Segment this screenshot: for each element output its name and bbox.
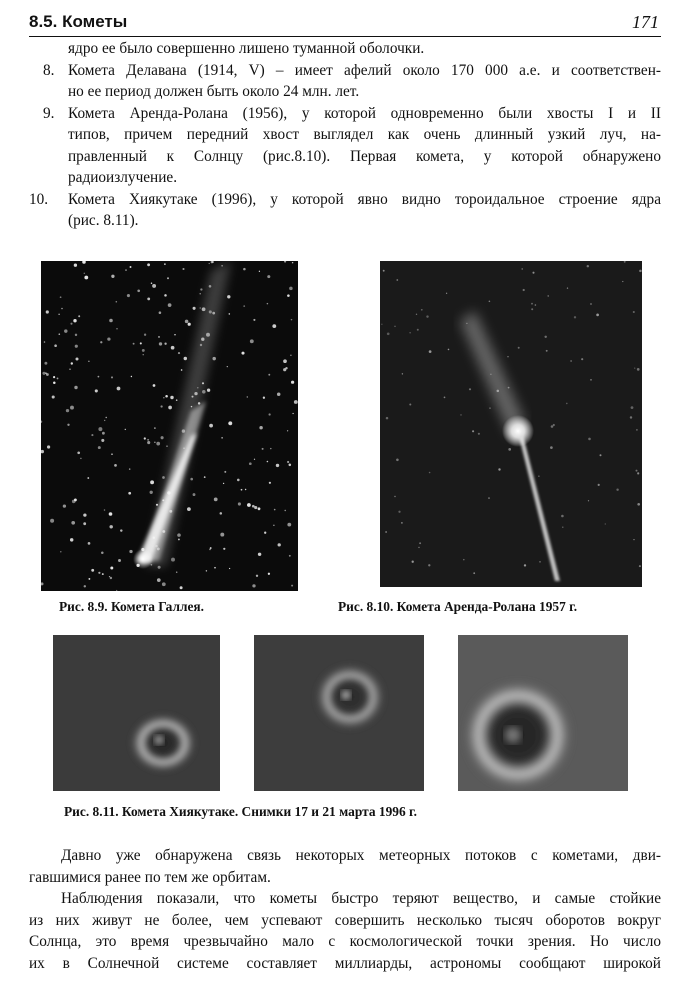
text-line: Солнца, это время чрезвычайно мало с космологической точки зрения. Но число bbox=[29, 933, 661, 950]
text-line: Давно уже обнаружена связь некоторых метеорных потоков с кометами, дви- bbox=[61, 847, 661, 864]
text-line: Комета Делавана (1914, V) – имеет афелий около 170 000 а.е. и соответствен- bbox=[68, 61, 661, 79]
text-line: радиоизлучение. bbox=[68, 169, 178, 186]
text-line: правленный к Солнцу (рис.8.10). Первая комета, у которой обнаружено bbox=[68, 147, 661, 165]
hyakutake-photo-1 bbox=[53, 635, 220, 791]
text-line: Комета Аренда-Ролана (1956), у которой одновременно были хвосты I и II bbox=[68, 104, 661, 122]
list-item-continuation bbox=[29, 38, 661, 60]
text-line: их в Солнечной системе составляет миллиарды, астрономы сообщают широкой bbox=[29, 954, 661, 972]
text-line: гавшимися ранее по тем же орбитам. bbox=[29, 868, 271, 886]
text-line: (рис. 8.11). bbox=[68, 212, 139, 229]
arend-roland-comet-photo bbox=[380, 261, 642, 587]
bottom-text bbox=[29, 845, 661, 974]
figure-caption-8-11: Рис. 8.11. Комета Хиякутаке. Снимки 17 и 21 марта 1996 г. bbox=[64, 804, 417, 819]
figure-caption-8-9: Рис. 8.9. Комета Галлея. bbox=[59, 599, 205, 614]
halley-comet-photo bbox=[41, 261, 298, 591]
hyakutake-photo-3 bbox=[458, 635, 628, 791]
hyakutake-photo-2 bbox=[254, 635, 424, 791]
figure-caption-8-10: Рис. 8.10. Комета Аренда-Ролана 1957 г. bbox=[338, 599, 578, 614]
list-item-10 bbox=[29, 189, 661, 232]
list-number: 8. bbox=[43, 61, 55, 79]
page-header bbox=[29, 12, 661, 37]
text-line: ядро ее было совершенно лишено туманной оболочки. bbox=[68, 40, 425, 57]
top-text bbox=[29, 38, 661, 232]
section-title: 8.5. Кометы bbox=[29, 12, 128, 31]
text-line: из них живут не более, чем успевают совершить несколько тысяч оборотов вокруг bbox=[29, 911, 661, 929]
text-line: типов, причем передний хвост выглядел как очень длинный узкий луч, на- bbox=[68, 126, 661, 143]
text-line: Наблюдения показали, что кометы быстро теряют вещество, и самые стойкие bbox=[61, 890, 661, 907]
list-number: 10. bbox=[29, 190, 49, 208]
list-number: 9. bbox=[43, 104, 55, 122]
list-item-9 bbox=[29, 103, 661, 189]
text-line: но ее период должен быть около 24 млн. лет. bbox=[68, 83, 360, 100]
list-item-8 bbox=[29, 60, 661, 103]
page-number: 171 bbox=[632, 12, 659, 32]
text-line: Комета Хиякутаке (1996), у которой явно видно тороидальное строение ядра bbox=[68, 190, 661, 208]
